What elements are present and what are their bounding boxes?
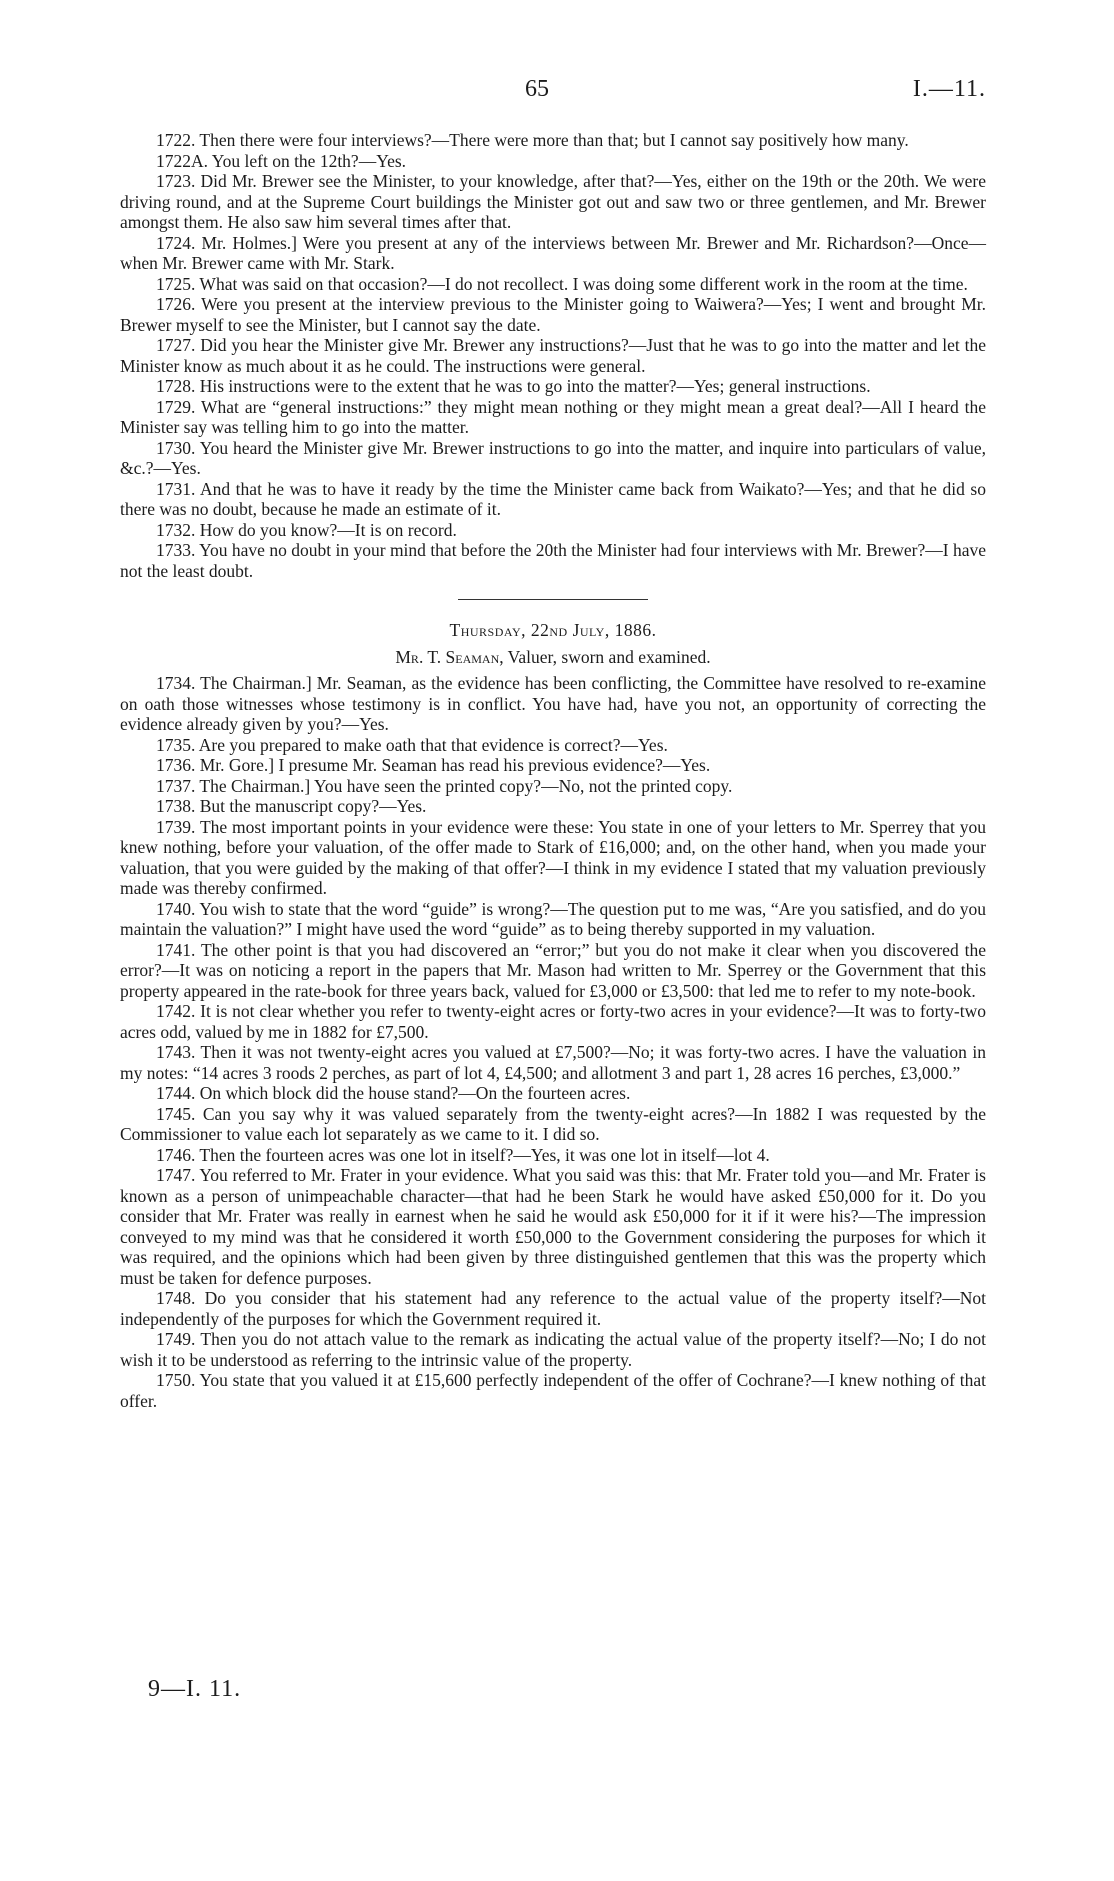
evidence-paragraph: 1730. You heard the Minister give Mr. Brewer instructions to go into the matter, and inquire into particulars of value, &c.?—Yes.: [120, 437, 986, 478]
evidence-paragraph: 1737. The Chairman.] You have seen the printed copy?—No, not the printed copy.: [156, 775, 733, 796]
evidence-paragraph: 1725. What was said on that occasion?—I do not recollect. I was doing some different work in the room at the time.: [156, 273, 968, 294]
document-reference: I.—11.: [912, 76, 986, 102]
evidence-paragraph: 1735. Are you prepared to make oath that that evidence is correct?—Yes.: [156, 734, 668, 755]
evidence-paragraph: 1745. Can you say why it was valued separately from the twenty-eight acres?—In 1882 I was requested by the Commissioner to value each lot separately as we came to it. I did so.: [120, 1103, 986, 1144]
evidence-paragraph: 1729. What are “general instructions:” they might mean nothing or they might mean a great deal?—All I heard the Minister say was telling him to go into the matter.: [120, 396, 986, 437]
page-header: [0, 76, 1114, 116]
sitting-date-heading: Thursday, 22nd July, 1886.: [449, 620, 657, 640]
evidence-paragraph: 1722A. You left on the 12th?—Yes.: [156, 150, 407, 171]
evidence-paragraph: 1731. And that he was to have it ready by the time the Minister came back from Waikato?—Yes; and that he did so there was no doubt, because he made an estimate of it.: [120, 478, 986, 519]
section-divider: [458, 599, 648, 600]
witness-heading: [120, 647, 986, 668]
page-body: [120, 130, 986, 1411]
evidence-paragraph: 1742. It is not clear whether you refer to twenty-eight acres or forty-two acres in your evidence?—It was to forty-two acres odd, valued by me in 1882 for £7,500.: [120, 1001, 986, 1042]
evidence-paragraphs-after: [120, 673, 986, 1411]
page-number: 65: [525, 76, 549, 102]
evidence-paragraph: 1723. Did Mr. Brewer see the Minister, to your knowledge, after that?—Yes, either on the 19th or the 20th. We were driving round, and at the Supreme Court buildings the Minister got out and saw two or three gentlemen, and Mr. Brewer amongst them. He also saw him several times after that.: [120, 171, 986, 232]
witness-description: Valuer, sworn and examined.: [503, 646, 711, 667]
witness-name: Mr. T. Seaman,: [395, 646, 504, 667]
evidence-paragraph: 1728. His instructions were to the extent that he was to go into the matter?—Yes; general instructions.: [156, 376, 871, 396]
evidence-paragraph: 1746. Then the fourteen acres was one lot in itself?—Yes, it was one lot in itself—lot 4.: [156, 1144, 770, 1165]
evidence-paragraph: 1727. Did you hear the Minister give Mr. Brewer any instructions?—Just that he was to go into the matter and let the Minister know as much about it as he could. The instructions were general.: [120, 335, 986, 376]
evidence-paragraph: 1748. Do you consider that his statement had any reference to the actual value of the property itself?—Not independently of the purposes for which the Government required it.: [120, 1288, 986, 1329]
evidence-paragraph: 1740. You wish to state that the word “guide” is wrong?—The question put to me was, “Are you satisfied, and do you maintain the valuation?” I might have used the word “guide” as to being thereby supported in my valuation.: [120, 898, 986, 939]
evidence-paragraph: 1726. Were you present at the interview previous to the Minister going to Waiwera?—Yes; I went and brought Mr. Brewer myself to see the Minister, but I cannot say the date.: [120, 294, 986, 335]
evidence-paragraph: 1739. The most important points in your evidence were these: You state in one of your letters to Mr. Sperrey that you knew nothing, before your valuation, of the offer made to Stark of £16,000; and, on the other hand, when you made your valuation, that you were guided by the making of that offer?—I think in my evidence I stated that my valuation previously made was thereby confirmed.: [120, 816, 986, 898]
evidence-paragraph: 1744. On which block did the house stand?—On the fourteen acres.: [156, 1083, 631, 1103]
evidence-paragraph: 1733. You have no doubt in your mind that before the 20th the Minister had four interviews with Mr. Brewer?—I have not the least doubt.: [120, 540, 986, 581]
evidence-paragraph: 1732. How do you know?—It is on record.: [156, 519, 457, 540]
evidence-paragraph: 1743. Then it was not twenty-eight acres you valued at £7,500?—No; it was forty-two acres. I have the valuation in my notes: “14 acres 3 roods 2 perches, as part of lot 4, £4,500; and allotment 3 and part 1, 28 acres 16 perches, £3,000.”: [120, 1042, 986, 1083]
evidence-paragraph: 1750. You state that you valued it at £15,600 perfectly independent of the offer of Cochrane?—I knew nothing of that offer.: [120, 1370, 986, 1411]
evidence-paragraph: 1724. Mr. Holmes.] Were you present at any of the interviews between Mr. Brewer and Mr. Richardson?—Once—when Mr. Brewer came with Mr. Stark.: [120, 232, 986, 273]
evidence-paragraph: 1736. Mr. Gore.] I presume Mr. Seaman has read his previous evidence?—Yes.: [156, 755, 711, 775]
evidence-paragraph: 1747. You referred to Mr. Frater in your evidence. What you said was this: that Mr. Frater told you—and Mr. Frater is known as a person of unimpeachable character—that had he been Stark he would have asked £50,000 for it. Do you consider that Mr. Frater was really in earnest when he said he would ask £50,000 for it if it were his?—The impression conveyed to my mind was that he considered it worth £50,000 to the Government considering the purposes for which it was required, and the opinions which had been given by three distinguished gentlemen that this was the property which must be taken for defence purposes.: [120, 1165, 986, 1288]
evidence-paragraph: 1722. Then there were four interviews?—There were more than that; but I cannot say positively how many.: [156, 130, 909, 150]
evidence-paragraph: 1738. But the manuscript copy?—Yes.: [156, 796, 427, 816]
evidence-paragraphs-before: [120, 130, 986, 581]
evidence-paragraph: 1749. Then you do not attach value to the remark as indicating the actual value of the property itself?—No; I do not wish it to be understood as referring to the intrinsic value of the property.: [120, 1329, 986, 1370]
evidence-paragraph: 1734. The Chairman.] Mr. Seaman, as the evidence has been conflicting, the Committee have resolved to re-examine on oath those witnesses whose testimony is in conflict. You have had, have you not, an opportunity of correcting the evidence already given by you?—Yes.: [120, 673, 986, 734]
evidence-paragraph: 1741. The other point is that you had discovered an “error;” but you do not make it clear when you discovered the error?—It was on noticing a report in the papers that Mr. Mason had written to Mr. Sperrey or the Government that this property appeared in the rate-book for three years back, valued for £3,000 or £3,500: that led me to refer to my note-book.: [120, 939, 986, 1001]
signature-mark: 9—I. 11.: [148, 1676, 242, 1702]
